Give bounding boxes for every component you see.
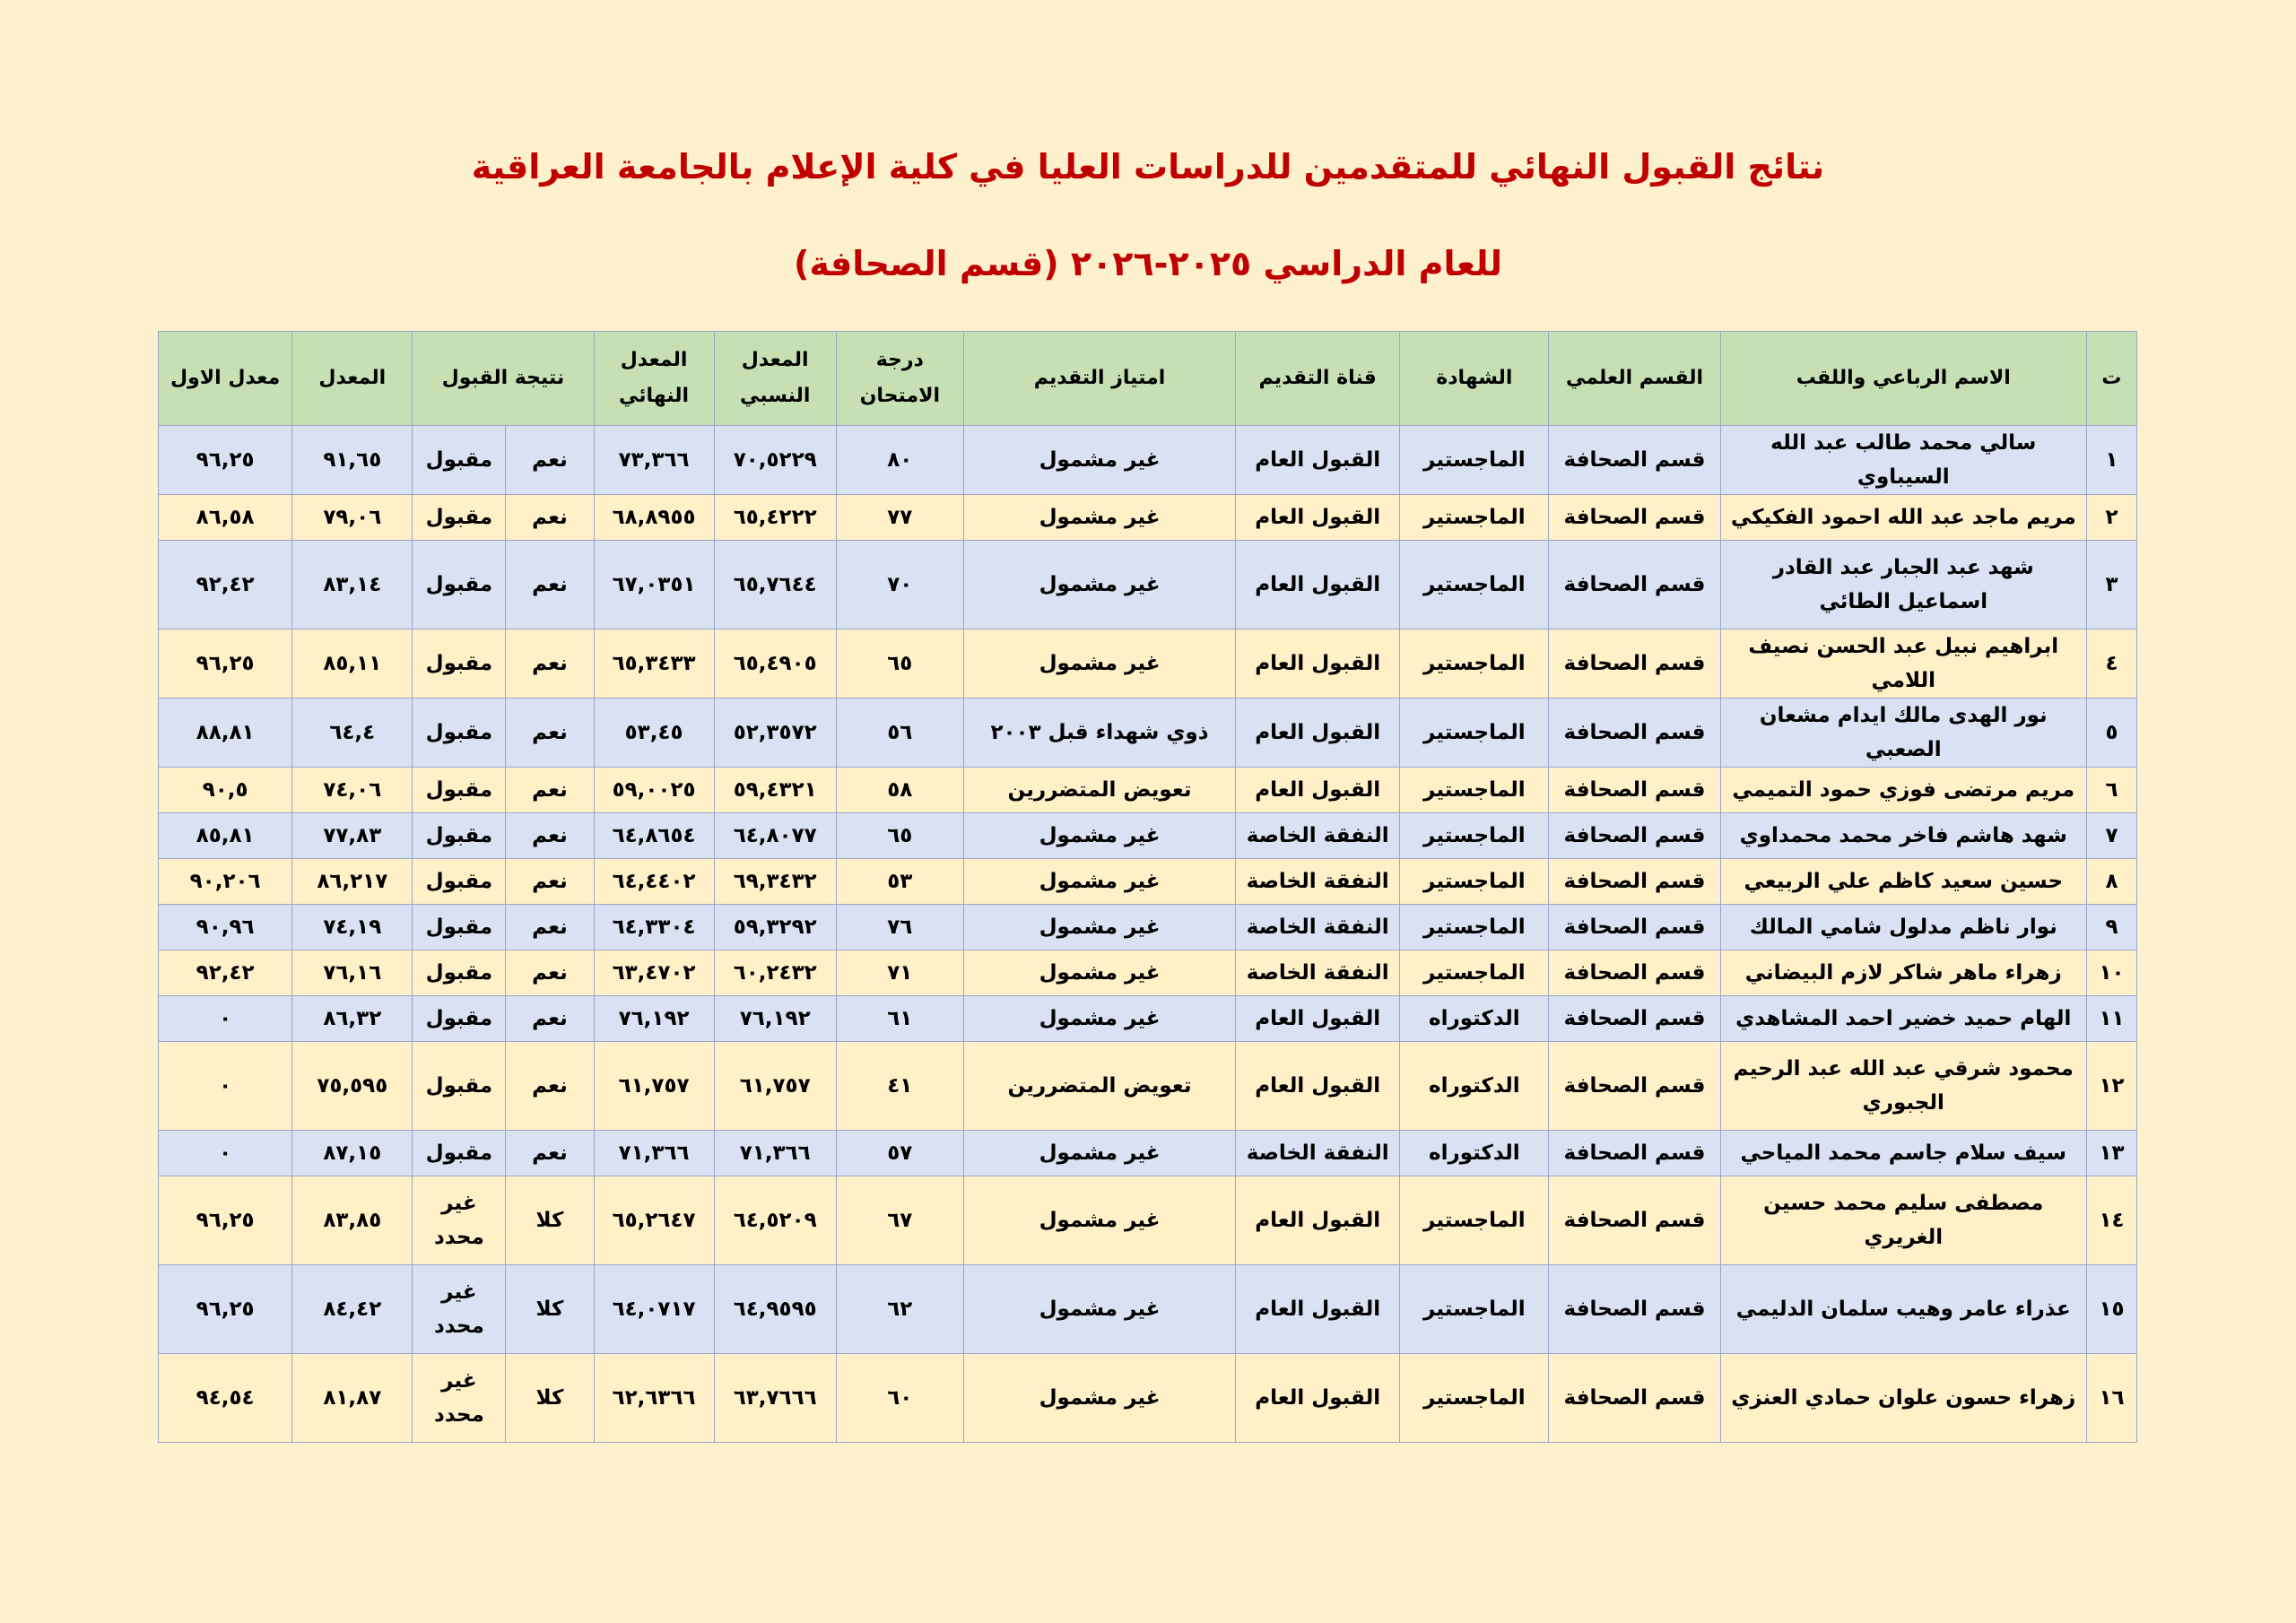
cell-privilege: غير مشمول	[963, 813, 1235, 859]
cell-department: قسم الصحافة	[1549, 495, 1720, 541]
cell-department: قسم الصحافة	[1549, 629, 1720, 699]
cell-degree: الماجستير	[1400, 1265, 1549, 1354]
cell-channel: القبول العام	[1236, 541, 1400, 629]
cell-status: مقبول	[413, 1042, 506, 1131]
cell-first-avg: ٩٦,٢٥	[159, 1176, 292, 1265]
cell-exam: ٦٠	[836, 1354, 963, 1443]
cell-privilege: غير مشمول	[963, 629, 1235, 699]
cell-degree: الماجستير	[1400, 813, 1549, 859]
page-subtitle: للعام الدراسي ٢٠٢٥-٢٠٢٦ (قسم الصحافة)	[794, 244, 1502, 283]
cell-status: مقبول	[413, 699, 506, 768]
cell-avg: ٧٤,٠٦	[292, 768, 413, 813]
cell-relative-avg: ٦٥,٤٢٢٢	[714, 495, 836, 541]
cell-accepted: نعم	[506, 1042, 594, 1131]
cell-exam: ٥٨	[836, 768, 963, 813]
cell-channel: النفقة الخاصة	[1236, 905, 1400, 950]
cell-exam: ٨٠	[836, 426, 963, 495]
cell-final-avg: ٦٨,٨٩٥٥	[594, 495, 714, 541]
cell-accepted: كلا	[506, 1265, 594, 1354]
cell-final-avg: ٦٣,٤٧٠٢	[594, 950, 714, 996]
cell-relative-avg: ٦٠,٢٤٣٢	[714, 950, 836, 996]
cell-relative-avg: ٥٩,٤٣٢١	[714, 768, 836, 813]
cell-seq: ٧	[2086, 813, 2136, 859]
cell-first-avg: ٩٦,٢٥	[159, 1265, 292, 1354]
cell-name: شهد هاشم فاخر محمد محمداوي	[1720, 813, 2086, 859]
cell-channel: القبول العام	[1236, 768, 1400, 813]
table-row	[159, 629, 2137, 699]
table-row	[159, 1354, 2137, 1443]
cell-seq: ١٤	[2086, 1176, 2136, 1265]
cell-status: مقبول	[413, 495, 506, 541]
cell-avg: ٨٦,٣٢	[292, 996, 413, 1042]
cell-avg: ٩١,٦٥	[292, 426, 413, 495]
cell-seq: ١٠	[2086, 950, 2136, 996]
cell-privilege: تعويض المتضررين	[963, 768, 1235, 813]
cell-relative-avg: ٧١,٣٦٦	[714, 1131, 836, 1176]
cell-seq: ٣	[2086, 541, 2136, 629]
table-row	[159, 426, 2137, 495]
cell-seq: ٢	[2086, 495, 2136, 541]
table-row	[159, 495, 2137, 541]
cell-avg: ٨٣,١٤	[292, 541, 413, 629]
cell-avg: ٨٥,١١	[292, 629, 413, 699]
cell-relative-avg: ٦٤,٩٥٩٥	[714, 1265, 836, 1354]
cell-status: غير محدد	[413, 1176, 506, 1265]
cell-final-avg: ٧١,٣٦٦	[594, 1131, 714, 1176]
cell-degree: الماجستير	[1400, 1354, 1549, 1443]
header-name: الاسم الرباعي واللقب	[1720, 332, 2086, 426]
cell-final-avg: ٦٧,٠٣٥١	[594, 541, 714, 629]
cell-channel: النفقة الخاصة	[1236, 1131, 1400, 1176]
cell-accepted: نعم	[506, 1131, 594, 1176]
cell-privilege: غير مشمول	[963, 1176, 1235, 1265]
table-row	[159, 950, 2137, 996]
cell-avg: ٧٧,٨٣	[292, 813, 413, 859]
cell-seq: ٤	[2086, 629, 2136, 699]
cell-avg: ٧٥,٥٩٥	[292, 1042, 413, 1131]
cell-final-avg: ٦٤,٨٦٥٤	[594, 813, 714, 859]
table-row	[159, 905, 2137, 950]
cell-relative-avg: ٥٩,٣٢٩٢	[714, 905, 836, 950]
header-result: نتيجة القبول	[413, 332, 594, 426]
cell-avg: ٨٧,١٥	[292, 1131, 413, 1176]
cell-degree: الماجستير	[1400, 950, 1549, 996]
cell-degree: الماجستير	[1400, 426, 1549, 495]
cell-accepted: نعم	[506, 629, 594, 699]
cell-seq: ١٢	[2086, 1042, 2136, 1131]
cell-name: مريم ماجد عبد الله احمود الفكيكي	[1720, 495, 2086, 541]
header-first-avg: معدل الاول	[159, 332, 292, 426]
cell-degree: الماجستير	[1400, 768, 1549, 813]
table-header-row	[159, 332, 2137, 426]
cell-privilege: غير مشمول	[963, 950, 1235, 996]
cell-privilege: تعويض المتضررين	[963, 1042, 1235, 1131]
cell-first-avg: ٠	[159, 1131, 292, 1176]
cell-accepted: كلا	[506, 1354, 594, 1443]
cell-final-avg: ٦٥,٢٦٤٧	[594, 1176, 714, 1265]
table-row	[159, 1265, 2137, 1354]
cell-status: غير محدد	[413, 1354, 506, 1443]
cell-channel: القبول العام	[1236, 996, 1400, 1042]
cell-exam: ٦٧	[836, 1176, 963, 1265]
cell-first-avg: ٩٢,٤٢	[159, 950, 292, 996]
cell-relative-avg: ٦٩,٣٤٣٢	[714, 859, 836, 905]
cell-relative-avg: ٦٥,٤٩٠٥	[714, 629, 836, 699]
cell-avg: ٧٤,١٩	[292, 905, 413, 950]
cell-first-avg: ٩٠,٩٦	[159, 905, 292, 950]
table-row	[159, 1131, 2137, 1176]
cell-first-avg: ٩٠,٥	[159, 768, 292, 813]
cell-name: سيف سلام جاسم محمد المياحي	[1720, 1131, 2086, 1176]
cell-status: مقبول	[413, 1131, 506, 1176]
cell-privilege: غير مشمول	[963, 1265, 1235, 1354]
cell-relative-avg: ٦٥,٧٦٤٤	[714, 541, 836, 629]
cell-degree: الماجستير	[1400, 629, 1549, 699]
cell-channel: القبول العام	[1236, 426, 1400, 495]
cell-exam: ٧٦	[836, 905, 963, 950]
cell-department: قسم الصحافة	[1549, 768, 1720, 813]
cell-privilege: غير مشمول	[963, 905, 1235, 950]
cell-department: قسم الصحافة	[1549, 905, 1720, 950]
table-row	[159, 541, 2137, 629]
table-row	[159, 1042, 2137, 1131]
cell-accepted: نعم	[506, 859, 594, 905]
cell-first-avg: ٩٢,٤٢	[159, 541, 292, 629]
cell-exam: ٧٠	[836, 541, 963, 629]
cell-exam: ٦٥	[836, 813, 963, 859]
cell-status: مقبول	[413, 629, 506, 699]
cell-channel: النفقة الخاصة	[1236, 950, 1400, 996]
cell-exam: ٤١	[836, 1042, 963, 1131]
cell-channel: النفقة الخاصة	[1236, 859, 1400, 905]
cell-avg: ٧٩,٠٦	[292, 495, 413, 541]
cell-status: مقبول	[413, 541, 506, 629]
cell-department: قسم الصحافة	[1549, 1176, 1720, 1265]
header-relative-avg: المعدل النسبي	[714, 332, 836, 426]
cell-name: نوار ناظم مدلول شامي المالك	[1720, 905, 2086, 950]
cell-privilege: غير مشمول	[963, 541, 1235, 629]
cell-channel: القبول العام	[1236, 699, 1400, 768]
cell-accepted: نعم	[506, 813, 594, 859]
cell-first-avg: ٩٦,٢٥	[159, 426, 292, 495]
cell-accepted: نعم	[506, 426, 594, 495]
cell-first-avg: ٩٤,٥٤	[159, 1354, 292, 1443]
cell-final-avg: ٧٣,٣٦٦	[594, 426, 714, 495]
cell-name: عذراء عامر وهيب سلمان الدليمي	[1720, 1265, 2086, 1354]
cell-department: قسم الصحافة	[1549, 813, 1720, 859]
cell-avg: ٧٦,١٦	[292, 950, 413, 996]
cell-accepted: نعم	[506, 495, 594, 541]
cell-first-avg: ٠	[159, 996, 292, 1042]
cell-seq: ٩	[2086, 905, 2136, 950]
cell-name: الهام حميد خضير احمد المشاهدي	[1720, 996, 2086, 1042]
cell-channel: القبول العام	[1236, 1265, 1400, 1354]
cell-relative-avg: ٧٦,١٩٢	[714, 996, 836, 1042]
cell-seq: ١٣	[2086, 1131, 2136, 1176]
admission-results-table	[158, 331, 2137, 1443]
cell-first-avg: ٨٨,٨١	[159, 699, 292, 768]
header-exam: درجة الامتحان	[836, 332, 963, 426]
cell-degree: الدكتوراه	[1400, 1131, 1549, 1176]
cell-seq: ١٦	[2086, 1354, 2136, 1443]
cell-status: مقبول	[413, 859, 506, 905]
table-row	[159, 813, 2137, 859]
cell-department: قسم الصحافة	[1549, 859, 1720, 905]
cell-accepted: نعم	[506, 950, 594, 996]
cell-channel: القبول العام	[1236, 1354, 1400, 1443]
cell-degree: الماجستير	[1400, 1176, 1549, 1265]
cell-exam: ٧١	[836, 950, 963, 996]
cell-channel: القبول العام	[1236, 1042, 1400, 1131]
cell-avg: ٦٤,٤	[292, 699, 413, 768]
header-final-avg: المعدل النهائي	[594, 332, 714, 426]
cell-avg: ٨١,٨٧	[292, 1354, 413, 1443]
cell-privilege: غير مشمول	[963, 996, 1235, 1042]
cell-final-avg: ٦٥,٣٤٣٣	[594, 629, 714, 699]
cell-department: قسم الصحافة	[1549, 541, 1720, 629]
cell-accepted: نعم	[506, 699, 594, 768]
cell-department: قسم الصحافة	[1549, 1354, 1720, 1443]
cell-degree: الماجستير	[1400, 699, 1549, 768]
cell-department: قسم الصحافة	[1549, 950, 1720, 996]
header-seq: ت	[2086, 332, 2136, 426]
cell-privilege: ذوي شهداء قبل ٢٠٠٣	[963, 699, 1235, 768]
cell-name: سالي محمد طالب عبد الله السيباوي	[1720, 426, 2086, 495]
cell-degree: الماجستير	[1400, 859, 1549, 905]
cell-first-avg: ٨٦,٥٨	[159, 495, 292, 541]
cell-name: شهد عبد الجبار عبد القادر اسماعيل الطائي	[1720, 541, 2086, 629]
cell-relative-avg: ٦٤,٥٢٠٩	[714, 1176, 836, 1265]
cell-final-avg: ٥٩,٠٠٢٥	[594, 768, 714, 813]
cell-department: قسم الصحافة	[1549, 1265, 1720, 1354]
cell-final-avg: ٦٤,٣٣٠٤	[594, 905, 714, 950]
cell-relative-avg: ٥٢,٣٥٧٢	[714, 699, 836, 768]
cell-avg: ٨٤,٤٢	[292, 1265, 413, 1354]
cell-relative-avg: ٦٤,٨٠٧٧	[714, 813, 836, 859]
cell-relative-avg: ٧٠,٥٢٢٩	[714, 426, 836, 495]
cell-relative-avg: ٦٣,٧٦٦٦	[714, 1354, 836, 1443]
cell-first-avg: ٨٥,٨١	[159, 813, 292, 859]
cell-degree: الماجستير	[1400, 541, 1549, 629]
cell-department: قسم الصحافة	[1549, 426, 1720, 495]
cell-accepted: نعم	[506, 905, 594, 950]
cell-status: غير محدد	[413, 1265, 506, 1354]
cell-privilege: غير مشمول	[963, 1354, 1235, 1443]
cell-status: مقبول	[413, 905, 506, 950]
table-row	[159, 1176, 2137, 1265]
cell-seq: ١١	[2086, 996, 2136, 1042]
cell-seq: ١	[2086, 426, 2136, 495]
cell-final-avg: ٦٤,٤٤٠٢	[594, 859, 714, 905]
cell-accepted: نعم	[506, 996, 594, 1042]
cell-degree: الدكتوراه	[1400, 996, 1549, 1042]
cell-status: مقبول	[413, 768, 506, 813]
cell-channel: القبول العام	[1236, 1176, 1400, 1265]
cell-final-avg: ٦١,٧٥٧	[594, 1042, 714, 1131]
cell-final-avg: ٧٦,١٩٢	[594, 996, 714, 1042]
cell-name: زهراء ماهر شاكر لازم البيضاني	[1720, 950, 2086, 996]
cell-seq: ٨	[2086, 859, 2136, 905]
cell-privilege: غير مشمول	[963, 495, 1235, 541]
header-department: القسم العلمي	[1549, 332, 1720, 426]
cell-exam: ٦٢	[836, 1265, 963, 1354]
cell-name: زهراء حسون علوان حمادي العنزي	[1720, 1354, 2086, 1443]
cell-accepted: نعم	[506, 768, 594, 813]
cell-final-avg: ٥٣,٤٥	[594, 699, 714, 768]
table-row	[159, 859, 2137, 905]
cell-privilege: غير مشمول	[963, 426, 1235, 495]
cell-name: نور الهدى مالك ايدام مشعان الصعبي	[1720, 699, 2086, 768]
cell-status: مقبول	[413, 813, 506, 859]
cell-name: مريم مرتضى فوزي حمود التميمي	[1720, 768, 2086, 813]
cell-avg: ٨٣,٨٥	[292, 1176, 413, 1265]
table-row	[159, 768, 2137, 813]
cell-exam: ٦١	[836, 996, 963, 1042]
cell-accepted: كلا	[506, 1176, 594, 1265]
table-body	[159, 426, 2137, 1443]
cell-name: حسين سعيد كاظم علي الربيعي	[1720, 859, 2086, 905]
table-row	[159, 699, 2137, 768]
cell-exam: ٥٦	[836, 699, 963, 768]
cell-relative-avg: ٦١,٧٥٧	[714, 1042, 836, 1131]
cell-name: مصطفى سليم محمد حسين الغريري	[1720, 1176, 2086, 1265]
cell-exam: ٦٥	[836, 629, 963, 699]
cell-degree: الماجستير	[1400, 905, 1549, 950]
header-channel: قناة التقديم	[1236, 332, 1400, 426]
cell-department: قسم الصحافة	[1549, 699, 1720, 768]
page-title: نتائج القبول النهائي للمتقدمين للدراسات العليا في كلية الإعلام بالجامعة العراقية	[471, 147, 1825, 187]
cell-channel: القبول العام	[1236, 495, 1400, 541]
cell-avg: ٨٦,٢١٧	[292, 859, 413, 905]
cell-final-avg: ٦٤,٠٧١٧	[594, 1265, 714, 1354]
cell-channel: النفقة الخاصة	[1236, 813, 1400, 859]
header-degree: الشهادة	[1400, 332, 1549, 426]
cell-degree: الدكتوراه	[1400, 1042, 1549, 1131]
header-privilege: امتياز التقديم	[963, 332, 1235, 426]
cell-status: مقبول	[413, 426, 506, 495]
cell-name: محمود شرقي عبد الله عبد الرحيم الجبوري	[1720, 1042, 2086, 1131]
cell-status: مقبول	[413, 950, 506, 996]
cell-seq: ٥	[2086, 699, 2136, 768]
cell-exam: ٧٧	[836, 495, 963, 541]
cell-degree: الماجستير	[1400, 495, 1549, 541]
cell-privilege: غير مشمول	[963, 1131, 1235, 1176]
cell-first-avg: ٠	[159, 1042, 292, 1131]
cell-exam: ٥٧	[836, 1131, 963, 1176]
cell-name: ابراهيم نبيل عبد الحسن نصيف اللامي	[1720, 629, 2086, 699]
cell-seq: ١٥	[2086, 1265, 2136, 1354]
cell-department: قسم الصحافة	[1549, 1131, 1720, 1176]
table-row	[159, 996, 2137, 1042]
cell-first-avg: ٩٠,٢٠٦	[159, 859, 292, 905]
cell-department: قسم الصحافة	[1549, 996, 1720, 1042]
cell-status: مقبول	[413, 996, 506, 1042]
cell-first-avg: ٩٦,٢٥	[159, 629, 292, 699]
cell-department: قسم الصحافة	[1549, 1042, 1720, 1131]
cell-final-avg: ٦٢,٦٣٦٦	[594, 1354, 714, 1443]
cell-privilege: غير مشمول	[963, 859, 1235, 905]
cell-accepted: نعم	[506, 541, 594, 629]
header-avg: المعدل	[292, 332, 413, 426]
cell-exam: ٥٣	[836, 859, 963, 905]
cell-seq: ٦	[2086, 768, 2136, 813]
cell-channel: القبول العام	[1236, 629, 1400, 699]
